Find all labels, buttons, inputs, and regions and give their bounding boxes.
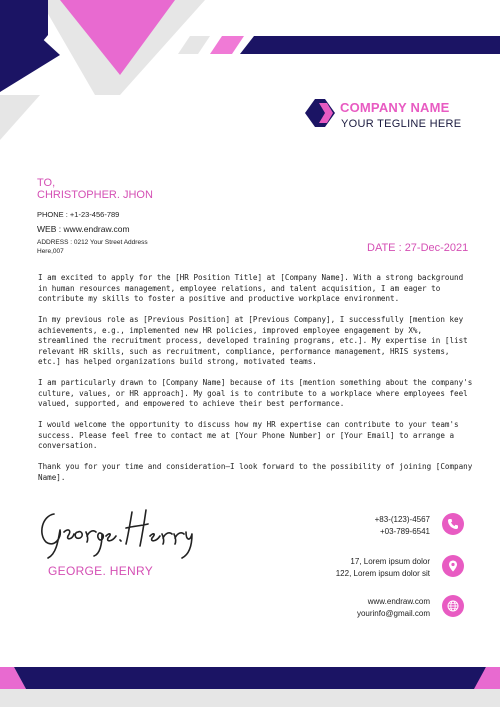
letter-date: DATE : 27-Dec-2021 (367, 242, 469, 254)
location-pin-icon (442, 555, 464, 577)
globe-icon (442, 595, 464, 617)
body-paragraph: I am particularly drawn to [Company Name] because of its [mention something about the company's culture, values, or HR approach]. My goal is to contribute to a workplace where employees feel valued, supported, and empowered to achieve their best performance. (38, 378, 473, 408)
diamond-logo-icon (305, 99, 335, 127)
letter-body (38, 273, 474, 494)
recipient-address: ADDRESS : 0212 Your Street Address Here,007 (37, 239, 148, 255)
phone-icon (442, 513, 464, 535)
contact-phone-2: +03-789-6541 (379, 527, 430, 536)
body-paragraph: In my previous role as [Previous Position] at [Previous Company], I successfully [mention key achievements, e.g., implemented new HR policies, improved employee engagement by X%, streamlined the recruitment process, developed training programs, etc.]. My expertise in [list relevant HR skills, such as recruitment, compliance, performance management, HRIS systems, etc.] has helped organizations build strong, motivated teams. (38, 315, 468, 366)
signer-name: GEORGE. HENRY (48, 564, 154, 578)
body-paragraph: Thank you for your time and consideration—I look forward to the possibility of joining [Company Name]. (38, 462, 473, 482)
body-paragraph: I am excited to apply for the [HR Position Title] at [Company Name]. With a strong background in human resources management, employee relations, and talent acquisition, I am eager to contribute my skills to foster a positive and productive workplace environment. (38, 273, 464, 303)
contact-phone-1: +83-(123)-4567 (374, 515, 430, 524)
footer-decoration (0, 667, 500, 707)
contact-email: yourinfo@gmail.com (356, 609, 430, 618)
contact-address-1: 17, Lorem ipsum dolor (350, 557, 430, 566)
company-name: COMPANY NAME (340, 100, 450, 115)
contact-website: www.endraw.com (367, 597, 430, 606)
body-paragraph: I would welcome the opportunity to discuss how my HR expertise can contribute to your team's success. Please feel free to contact me at [Your Phone Number] or [Your Email] to arrange a conversation. (38, 420, 459, 450)
handwritten-signature (34, 502, 194, 562)
to-label: TO, (37, 177, 56, 189)
recipient-phone: PHONE : +1-23-456-789 (37, 210, 120, 219)
contact-address-2: 122, Lorem ipsum dolor sit (335, 569, 430, 578)
company-tagline: YOUR TEGLINE HERE (341, 118, 462, 130)
recipient-web: WEB : www.endraw.com (37, 224, 130, 234)
recipient-name: CHRISTOPHER. JHON (37, 189, 153, 201)
